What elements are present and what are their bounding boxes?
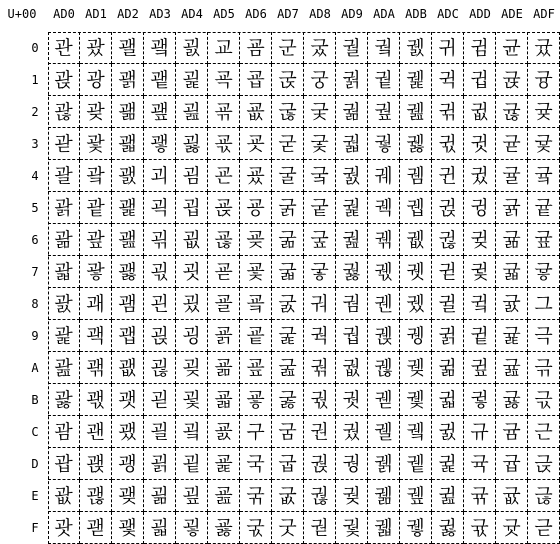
glyph-cell: 굮 (240, 480, 272, 512)
glyph-cell: 굧 (240, 256, 272, 288)
glyph-cell: 굶 (272, 224, 304, 256)
row-header: 1 (31, 73, 39, 87)
glyph-cell: 궗 (336, 256, 368, 288)
glyph-cell: 괮 (112, 480, 144, 512)
glyph-cell: 괐 (80, 32, 112, 64)
glyph-cell: 규 (464, 416, 496, 448)
glyph-cell: 궊 (304, 352, 336, 384)
glyph-cell: 궦 (368, 224, 400, 256)
glyph-cell: 궙 (336, 320, 368, 352)
glyph-cell: 괄 (48, 160, 80, 192)
column-header: ADC (437, 7, 459, 21)
glyph-cell: 귨 (496, 288, 528, 320)
row-header: A (31, 361, 39, 375)
glyph-cell: 궖 (336, 224, 368, 256)
glyph-cell: 괝 (80, 448, 112, 480)
glyph-cell: 굓 (208, 128, 240, 160)
glyph-cell: 구 (240, 416, 272, 448)
glyph-cell: 괶 (144, 224, 176, 256)
glyph-cell: 굥 (240, 192, 272, 224)
glyph-cell: 굆 (176, 224, 208, 256)
glyph-cell: 귉 (432, 320, 464, 352)
glyph-cell: 귋 (432, 384, 464, 416)
glyph-cell: 굽 (272, 448, 304, 480)
glyph-cell: 궒 (336, 96, 368, 128)
row-header: C (31, 425, 39, 439)
glyph-cell: 귖 (464, 224, 496, 256)
glyph-cell: 굫 (240, 384, 272, 416)
glyph-cell: 궍 (304, 448, 336, 480)
row-header: 5 (31, 201, 39, 215)
glyph-cell: 굼 (272, 416, 304, 448)
glyph-cell: 귦 (496, 224, 528, 256)
glyph-cell: 귥 (496, 192, 528, 224)
glyph-cell: 궟 (336, 512, 368, 544)
column-header: AD4 (181, 7, 203, 21)
corner-label: U+00 (7, 7, 37, 21)
glyph-cell: 궾 (400, 480, 432, 512)
glyph-cell: 굿 (272, 512, 304, 544)
glyph-cell: 괫 (112, 384, 144, 416)
glyph-cell: 군 (272, 32, 304, 64)
glyph-cell: 굌 (176, 416, 208, 448)
glyph-cell: 괤 (112, 160, 144, 192)
glyph-cell: 궶 (400, 224, 432, 256)
glyph-cell: 굞 (208, 480, 240, 512)
glyph-cell: 궅 (304, 192, 336, 224)
glyph-cell: 괲 (144, 96, 176, 128)
glyph-cell: 굻 (272, 384, 304, 416)
glyph-cell: 귘 (464, 288, 496, 320)
glyph-cell: 궐 (336, 32, 368, 64)
glyph-cell: 괼 (144, 416, 176, 448)
glyph-cell: 귑 (464, 64, 496, 96)
column-header: ADF (533, 7, 555, 21)
glyph-cell: 괣 (112, 128, 144, 160)
glyph-cell: 괂 (48, 96, 80, 128)
row-header: 7 (31, 265, 39, 279)
glyph-cell: 괚 (80, 352, 112, 384)
glyph-cell: 귁 (432, 64, 464, 96)
glyph-cell: 굵 (272, 192, 304, 224)
glyph-cell: 괸 (144, 288, 176, 320)
glyph-cell: 괡 (112, 64, 144, 96)
glyph-cell: 괰 (144, 32, 176, 64)
glyph-cell: 궓 (336, 128, 368, 160)
glyph-cell: 괴 (144, 160, 176, 192)
glyph-cell: 궣 (368, 128, 400, 160)
glyph-cell: 귒 (464, 96, 496, 128)
glyph-cell: 궮 (368, 480, 400, 512)
glyph-cell: 괁 (48, 64, 80, 96)
glyph-cell: 궑 (336, 64, 368, 96)
glyph-cell: 굑 (208, 64, 240, 96)
glyph-cell: 궭 (368, 448, 400, 480)
glyph-cell: 궼 (400, 416, 432, 448)
glyph-cell: 궵 (400, 192, 432, 224)
glyph-cell: 귀 (432, 32, 464, 64)
glyph-cell: 궪 (368, 352, 400, 384)
row-header: F (31, 521, 39, 535)
glyph-cell: 귂 (432, 96, 464, 128)
glyph-cell: 궉 (304, 320, 336, 352)
glyph-cell: 궕 (336, 192, 368, 224)
glyph-cell: 귪 (496, 352, 528, 384)
glyph-cell: 귇 (432, 256, 464, 288)
glyph-cell: 귈 (432, 288, 464, 320)
glyph-cell: 굢 (240, 96, 272, 128)
glyph-cell: 굳 (272, 128, 304, 160)
glyph-cell: 궰 (400, 32, 432, 64)
column-header: AD2 (117, 7, 139, 21)
glyph-cell: 궷 (400, 256, 432, 288)
glyph-cell: 귺 (528, 352, 560, 384)
glyph-cell: 괦 (112, 224, 144, 256)
column-header: ADB (405, 7, 427, 21)
glyph-cell: 귔 (464, 160, 496, 192)
glyph-cell: 굚 (208, 352, 240, 384)
glyph-cell: 궠 (368, 32, 400, 64)
glyph-cell: 굹 (272, 320, 304, 352)
glyph-cell: 괩 (112, 320, 144, 352)
glyph-cell: 굎 (176, 480, 208, 512)
glyph-cell: 굣 (240, 128, 272, 160)
column-header: AD9 (341, 7, 363, 21)
glyph-cell: 굪 (240, 352, 272, 384)
glyph-cell: 궁 (304, 64, 336, 96)
glyph-cell: 괪 (112, 352, 144, 384)
glyph-cell: 귮 (496, 480, 528, 512)
glyph-cell: 괛 (80, 384, 112, 416)
glyph-cell: 궀 (304, 32, 336, 64)
glyph-cell: 굡 (240, 64, 272, 96)
glyph-cell: 괖 (80, 224, 112, 256)
glyph-cell: 괠 (112, 32, 144, 64)
glyph-cell: 괢 (112, 96, 144, 128)
glyph-cell: 굯 (240, 512, 272, 544)
glyph-cell: 괜 (80, 416, 112, 448)
glyph-cell: 괕 (80, 192, 112, 224)
glyph-cell: 궴 (400, 160, 432, 192)
glyph-cell: 귷 (528, 256, 560, 288)
glyph-cell: 괅 (48, 192, 80, 224)
glyph-cell: 궢 (368, 96, 400, 128)
glyph-cell: 귄 (432, 160, 464, 192)
glyph-cell: 굄 (176, 160, 208, 192)
glyph-cell: 괾 (144, 480, 176, 512)
glyph-cell: 귲 (528, 96, 560, 128)
glyph-cell: 굀 (176, 32, 208, 64)
glyph-cell: 괻 (144, 384, 176, 416)
glyph-cell: 굩 (240, 320, 272, 352)
glyph-cell: 귌 (432, 416, 464, 448)
glyph-cell: 귵 (528, 192, 560, 224)
glyph-cell: 굔 (208, 160, 240, 192)
glyph-cell: 굤 (240, 160, 272, 192)
glyph-cell: 궚 (336, 352, 368, 384)
row-header: 6 (31, 233, 39, 247)
glyph-cell: 궱 (400, 64, 432, 96)
glyph-cell: 궤 (368, 160, 400, 192)
glyph-cell: 괍 (48, 448, 80, 480)
glyph-cell: 귳 (528, 128, 560, 160)
glyph-cell: 귡 (496, 64, 528, 96)
glyph-cell: 궏 (304, 512, 336, 544)
glyph-cell: 굠 (240, 32, 272, 64)
glyph-cell: 귾 (528, 480, 560, 512)
glyph-cell: 귩 (496, 320, 528, 352)
glyph-cell: 궨 (368, 288, 400, 320)
glyph-cell: 괔 (80, 160, 112, 192)
column-header: ADE (501, 7, 523, 21)
glyph-cell: 궡 (368, 64, 400, 96)
glyph-cell: 굖 (208, 224, 240, 256)
glyph-cell: 귶 (528, 224, 560, 256)
glyph-cell: 귍 (432, 448, 464, 480)
glyph-cell: 궹 (400, 320, 432, 352)
glyph-cell: 굍 (176, 448, 208, 480)
glyph-cell: 궥 (368, 192, 400, 224)
glyph-cell: 괒 (80, 96, 112, 128)
row-header: 0 (31, 41, 39, 55)
glyph-cell: 굨 (240, 288, 272, 320)
glyph-grid (48, 32, 560, 544)
column-header: AD7 (277, 7, 299, 21)
glyph-cell: 괿 (144, 512, 176, 544)
glyph-cell: 괉 (48, 320, 80, 352)
glyph-cell: 굙 (208, 320, 240, 352)
glyph-cell: 괗 (80, 256, 112, 288)
glyph-cell: 관 (48, 32, 80, 64)
glyph-cell: 굦 (240, 224, 272, 256)
column-header: AD0 (53, 7, 75, 21)
glyph-cell: 귟 (464, 512, 496, 544)
glyph-cell: 교 (208, 32, 240, 64)
glyph-cell: 괆 (48, 224, 80, 256)
glyph-cell: 귓 (464, 128, 496, 160)
glyph-cell: 괋 (48, 384, 80, 416)
glyph-cell: 괱 (144, 64, 176, 96)
column-header: ADD (469, 7, 491, 21)
row-header: 8 (31, 297, 39, 311)
glyph-cell: 궈 (304, 288, 336, 320)
glyph-cell: 궋 (304, 384, 336, 416)
glyph-cell: 귢 (496, 96, 528, 128)
glyph-cell: 궩 (368, 320, 400, 352)
glyph-cell: 국 (240, 448, 272, 480)
glyph-cell: 궻 (400, 384, 432, 416)
glyph-cell: 괈 (48, 288, 80, 320)
glyph-cell: 굲 (272, 96, 304, 128)
glyph-cell: 괳 (144, 128, 176, 160)
glyph-cell: 괨 (112, 288, 144, 320)
glyph-cell: 궛 (336, 384, 368, 416)
glyph-cell: 괵 (144, 192, 176, 224)
glyph-cell: 괊 (48, 352, 80, 384)
column-header: AD6 (245, 7, 267, 21)
glyph-cell: 괞 (80, 480, 112, 512)
row-header: B (31, 393, 39, 407)
glyph-cell: 궧 (368, 256, 400, 288)
glyph-cell: 괃 (48, 128, 80, 160)
glyph-cell: 괏 (48, 512, 80, 544)
row-header: 9 (31, 329, 39, 343)
glyph-cell: 귃 (432, 128, 464, 160)
glyph-cell: 굛 (208, 384, 240, 416)
glyph-cell: 귅 (432, 192, 464, 224)
glyph-cell: 궇 (304, 256, 336, 288)
glyph-cell: 굾 (272, 480, 304, 512)
column-header: ADA (373, 7, 395, 21)
glyph-cell: 괌 (48, 416, 80, 448)
column-header: AD1 (85, 7, 107, 21)
glyph-cell: 굇 (176, 256, 208, 288)
glyph-cell: 광 (80, 64, 112, 96)
glyph-cell: 굊 (176, 352, 208, 384)
glyph-cell: 귬 (496, 416, 528, 448)
glyph-cell: 궔 (336, 160, 368, 192)
glyph-cell: 굜 (208, 416, 240, 448)
glyph-cell: 굋 (176, 384, 208, 416)
glyph-cell: 굟 (208, 512, 240, 544)
glyph-cell: 귆 (432, 224, 464, 256)
glyph-cell: 귭 (496, 448, 528, 480)
glyph-cell: 근 (528, 416, 560, 448)
glyph-cell: 궿 (400, 512, 432, 544)
glyph-cell: 궎 (304, 480, 336, 512)
glyph-cell: 귿 (528, 512, 560, 544)
glyph-cell: 괷 (144, 256, 176, 288)
glyph-cell: 귗 (464, 256, 496, 288)
glyph-cell: 궫 (368, 384, 400, 416)
glyph-cell: 굂 (176, 96, 208, 128)
glyph-cell: 귫 (496, 384, 528, 416)
glyph-cell: 괎 (48, 480, 80, 512)
glyph-cell: 괭 (112, 448, 144, 480)
column-header: AD5 (213, 7, 235, 21)
glyph-cell: 귞 (464, 480, 496, 512)
glyph-cell: 귤 (496, 160, 528, 192)
glyph-cell: 굺 (272, 352, 304, 384)
glyph-cell: 굅 (176, 192, 208, 224)
glyph-cell: 굴 (272, 160, 304, 192)
glyph-cell: 굸 (272, 288, 304, 320)
glyph-cell: 굘 (208, 288, 240, 320)
glyph-cell: 괽 (144, 448, 176, 480)
glyph-cell: 귻 (528, 384, 560, 416)
glyph-cell: 괥 (112, 192, 144, 224)
glyph-cell: 괧 (112, 256, 144, 288)
glyph-cell: 괙 (80, 320, 112, 352)
glyph-cell: 굁 (176, 64, 208, 96)
glyph-cell: 귧 (496, 256, 528, 288)
glyph-cell: 괬 (112, 416, 144, 448)
glyph-cell: 굉 (176, 320, 208, 352)
glyph-cell: 괇 (48, 256, 80, 288)
glyph-cell: 괟 (80, 512, 112, 544)
glyph-cell: 궺 (400, 352, 432, 384)
glyph-cell: 궞 (336, 480, 368, 512)
glyph-cell: 괯 (112, 512, 144, 544)
glyph-cell: 귰 (528, 32, 560, 64)
glyph-cell: 굕 (208, 192, 240, 224)
glyph-cell: 굃 (176, 128, 208, 160)
glyph-cell: 굗 (208, 256, 240, 288)
glyph-cell: 굷 (272, 256, 304, 288)
glyph-cell: 궲 (400, 96, 432, 128)
glyph-cell: 궃 (304, 128, 336, 160)
glyph-cell: 궯 (368, 512, 400, 544)
row-header: 2 (31, 105, 39, 119)
row-header: E (31, 489, 39, 503)
glyph-cell: 궸 (400, 288, 432, 320)
glyph-cell: 귯 (496, 512, 528, 544)
glyph-cell: 귛 (464, 384, 496, 416)
glyph-cell: 굈 (176, 288, 208, 320)
glyph-cell: 권 (304, 416, 336, 448)
column-header: AD8 (309, 7, 331, 21)
glyph-cell: 괺 (144, 352, 176, 384)
glyph-cell: 괹 (144, 320, 176, 352)
glyph-cell: 균 (496, 32, 528, 64)
glyph-cell: 귝 (464, 448, 496, 480)
glyph-cell: 귏 (432, 512, 464, 544)
row-header: 3 (31, 137, 39, 151)
glyph-cell: 궆 (304, 224, 336, 256)
column-header: AD3 (149, 7, 171, 21)
glyph-cell: 굝 (208, 448, 240, 480)
glyph-cell: 궄 (304, 160, 336, 192)
glyph-cell: 귚 (464, 352, 496, 384)
glyph-cell: 귽 (528, 448, 560, 480)
glyph-cell: 궘 (336, 288, 368, 320)
glyph-cell: 괓 (80, 128, 112, 160)
glyph-cell: 궬 (368, 416, 400, 448)
glyph-cell: 궽 (400, 448, 432, 480)
row-header: 4 (31, 169, 39, 183)
row-header: D (31, 457, 39, 471)
glyph-cell: 귙 (464, 320, 496, 352)
glyph-cell: 굱 (272, 64, 304, 96)
glyph-cell: 궳 (400, 128, 432, 160)
glyph-cell: 궝 (336, 448, 368, 480)
glyph-cell: 귎 (432, 480, 464, 512)
glyph-cell: 귕 (464, 192, 496, 224)
glyph-cell: 귱 (528, 64, 560, 96)
glyph-cell: 괘 (80, 288, 112, 320)
glyph-cell: 그 (528, 288, 560, 320)
glyph-cell: 극 (528, 320, 560, 352)
glyph-cell: 귐 (464, 32, 496, 64)
glyph-cell: 굒 (208, 96, 240, 128)
glyph-cell: 궂 (304, 96, 336, 128)
glyph-cell: 귊 (432, 352, 464, 384)
glyph-cell: 궜 (336, 416, 368, 448)
glyph-cell: 굏 (176, 512, 208, 544)
glyph-cell: 귣 (496, 128, 528, 160)
glyph-cell: 귴 (528, 160, 560, 192)
